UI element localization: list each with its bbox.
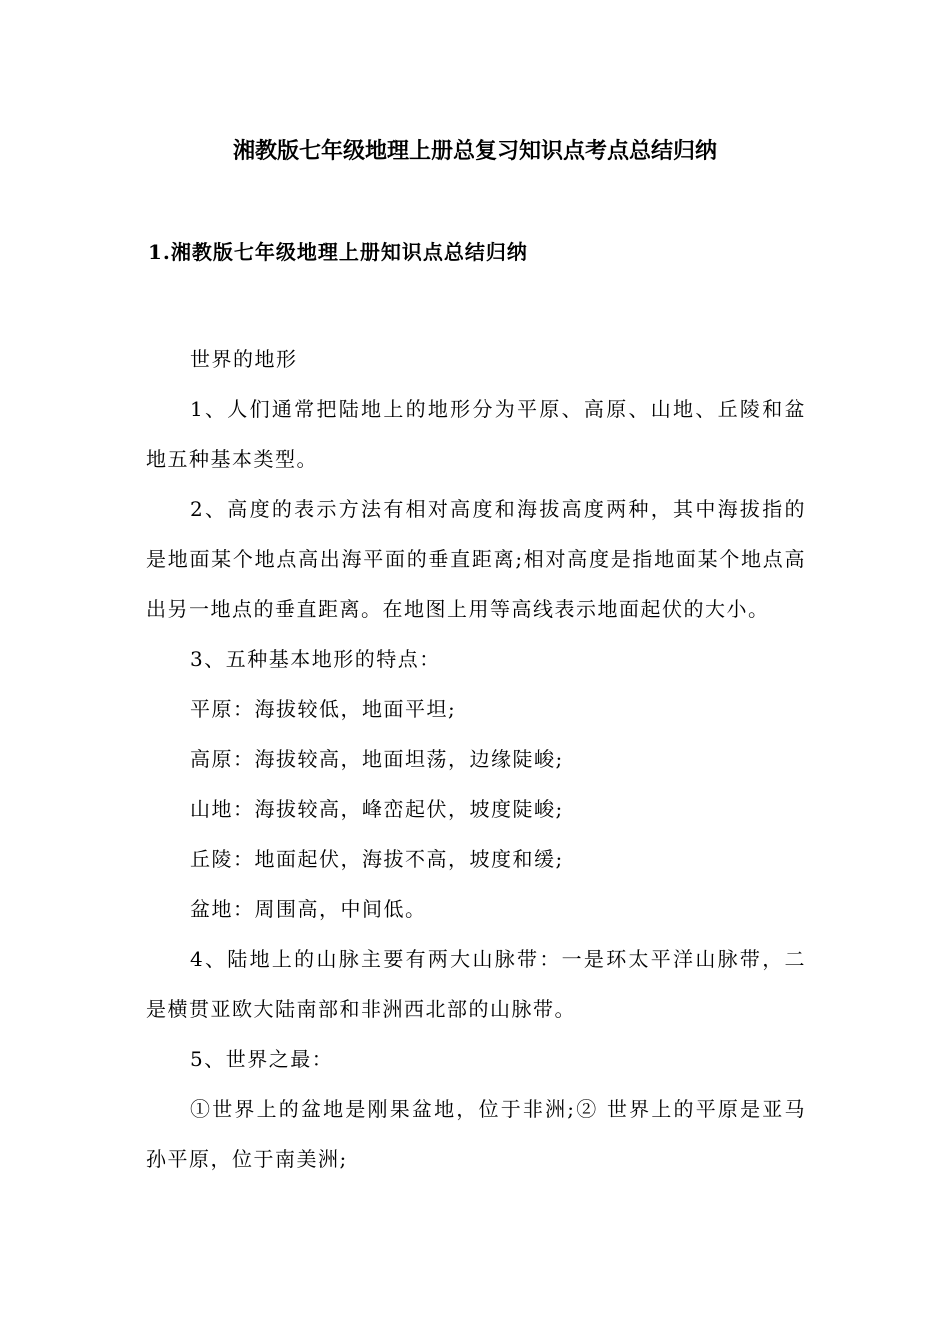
paragraph-basin: 盆地：周围高，中间低。: [190, 897, 427, 921]
paragraph-point-3: 3、五种基本地形的特点：: [190, 647, 441, 671]
paragraph-mountain: 山地：海拔较高，峰峦起伏，坡度陡峻;: [190, 797, 564, 821]
paragraph-world-records: ①世界上的盆地是刚果盆地，位于非洲;② 世界上的平原是亚马孙平原，位于南美洲;: [146, 1097, 806, 1171]
paragraph-hills: 丘陵：地面起伏，海拔不高，坡度和缓;: [190, 847, 564, 871]
paragraph-point-1: 1、人们通常把陆地上的地形分为平原、高原、山地、丘陵和盆地五种基本类型。: [146, 397, 806, 471]
paragraph-plateau: 高原：海拔较高，地面坦荡，边缘陡峻;: [190, 747, 564, 771]
paragraph-plain: 平原：海拔较低，地面平坦;: [190, 697, 457, 721]
paragraph-point-4: 4、陆地上的山脉主要有两大山脉带：一是环太平洋山脉带，二是横贯亚欧大陆南部和非洲西北部的山脉带。: [146, 947, 806, 1021]
section-heading: 1.湘教版七年级地理上册知识点总结归纳: [148, 240, 528, 264]
paragraph-topic-heading: 世界的地形: [190, 347, 298, 371]
paragraph-point-2: 2、高度的表示方法有相对高度和海拔高度两种，其中海拔指的是地面某个地点高出海平面的垂直距离;相对高度是指地面某个地点高出另一地点的垂直距离。在地图上用等高线表示地面起伏的大小。: [146, 497, 806, 621]
document-title: 湘教版七年级地理上册总复习知识点考点总结归纳: [232, 139, 717, 164]
document-body: [146, 334, 806, 1184]
paragraph-point-5: 5、世界之最：: [190, 1047, 334, 1071]
